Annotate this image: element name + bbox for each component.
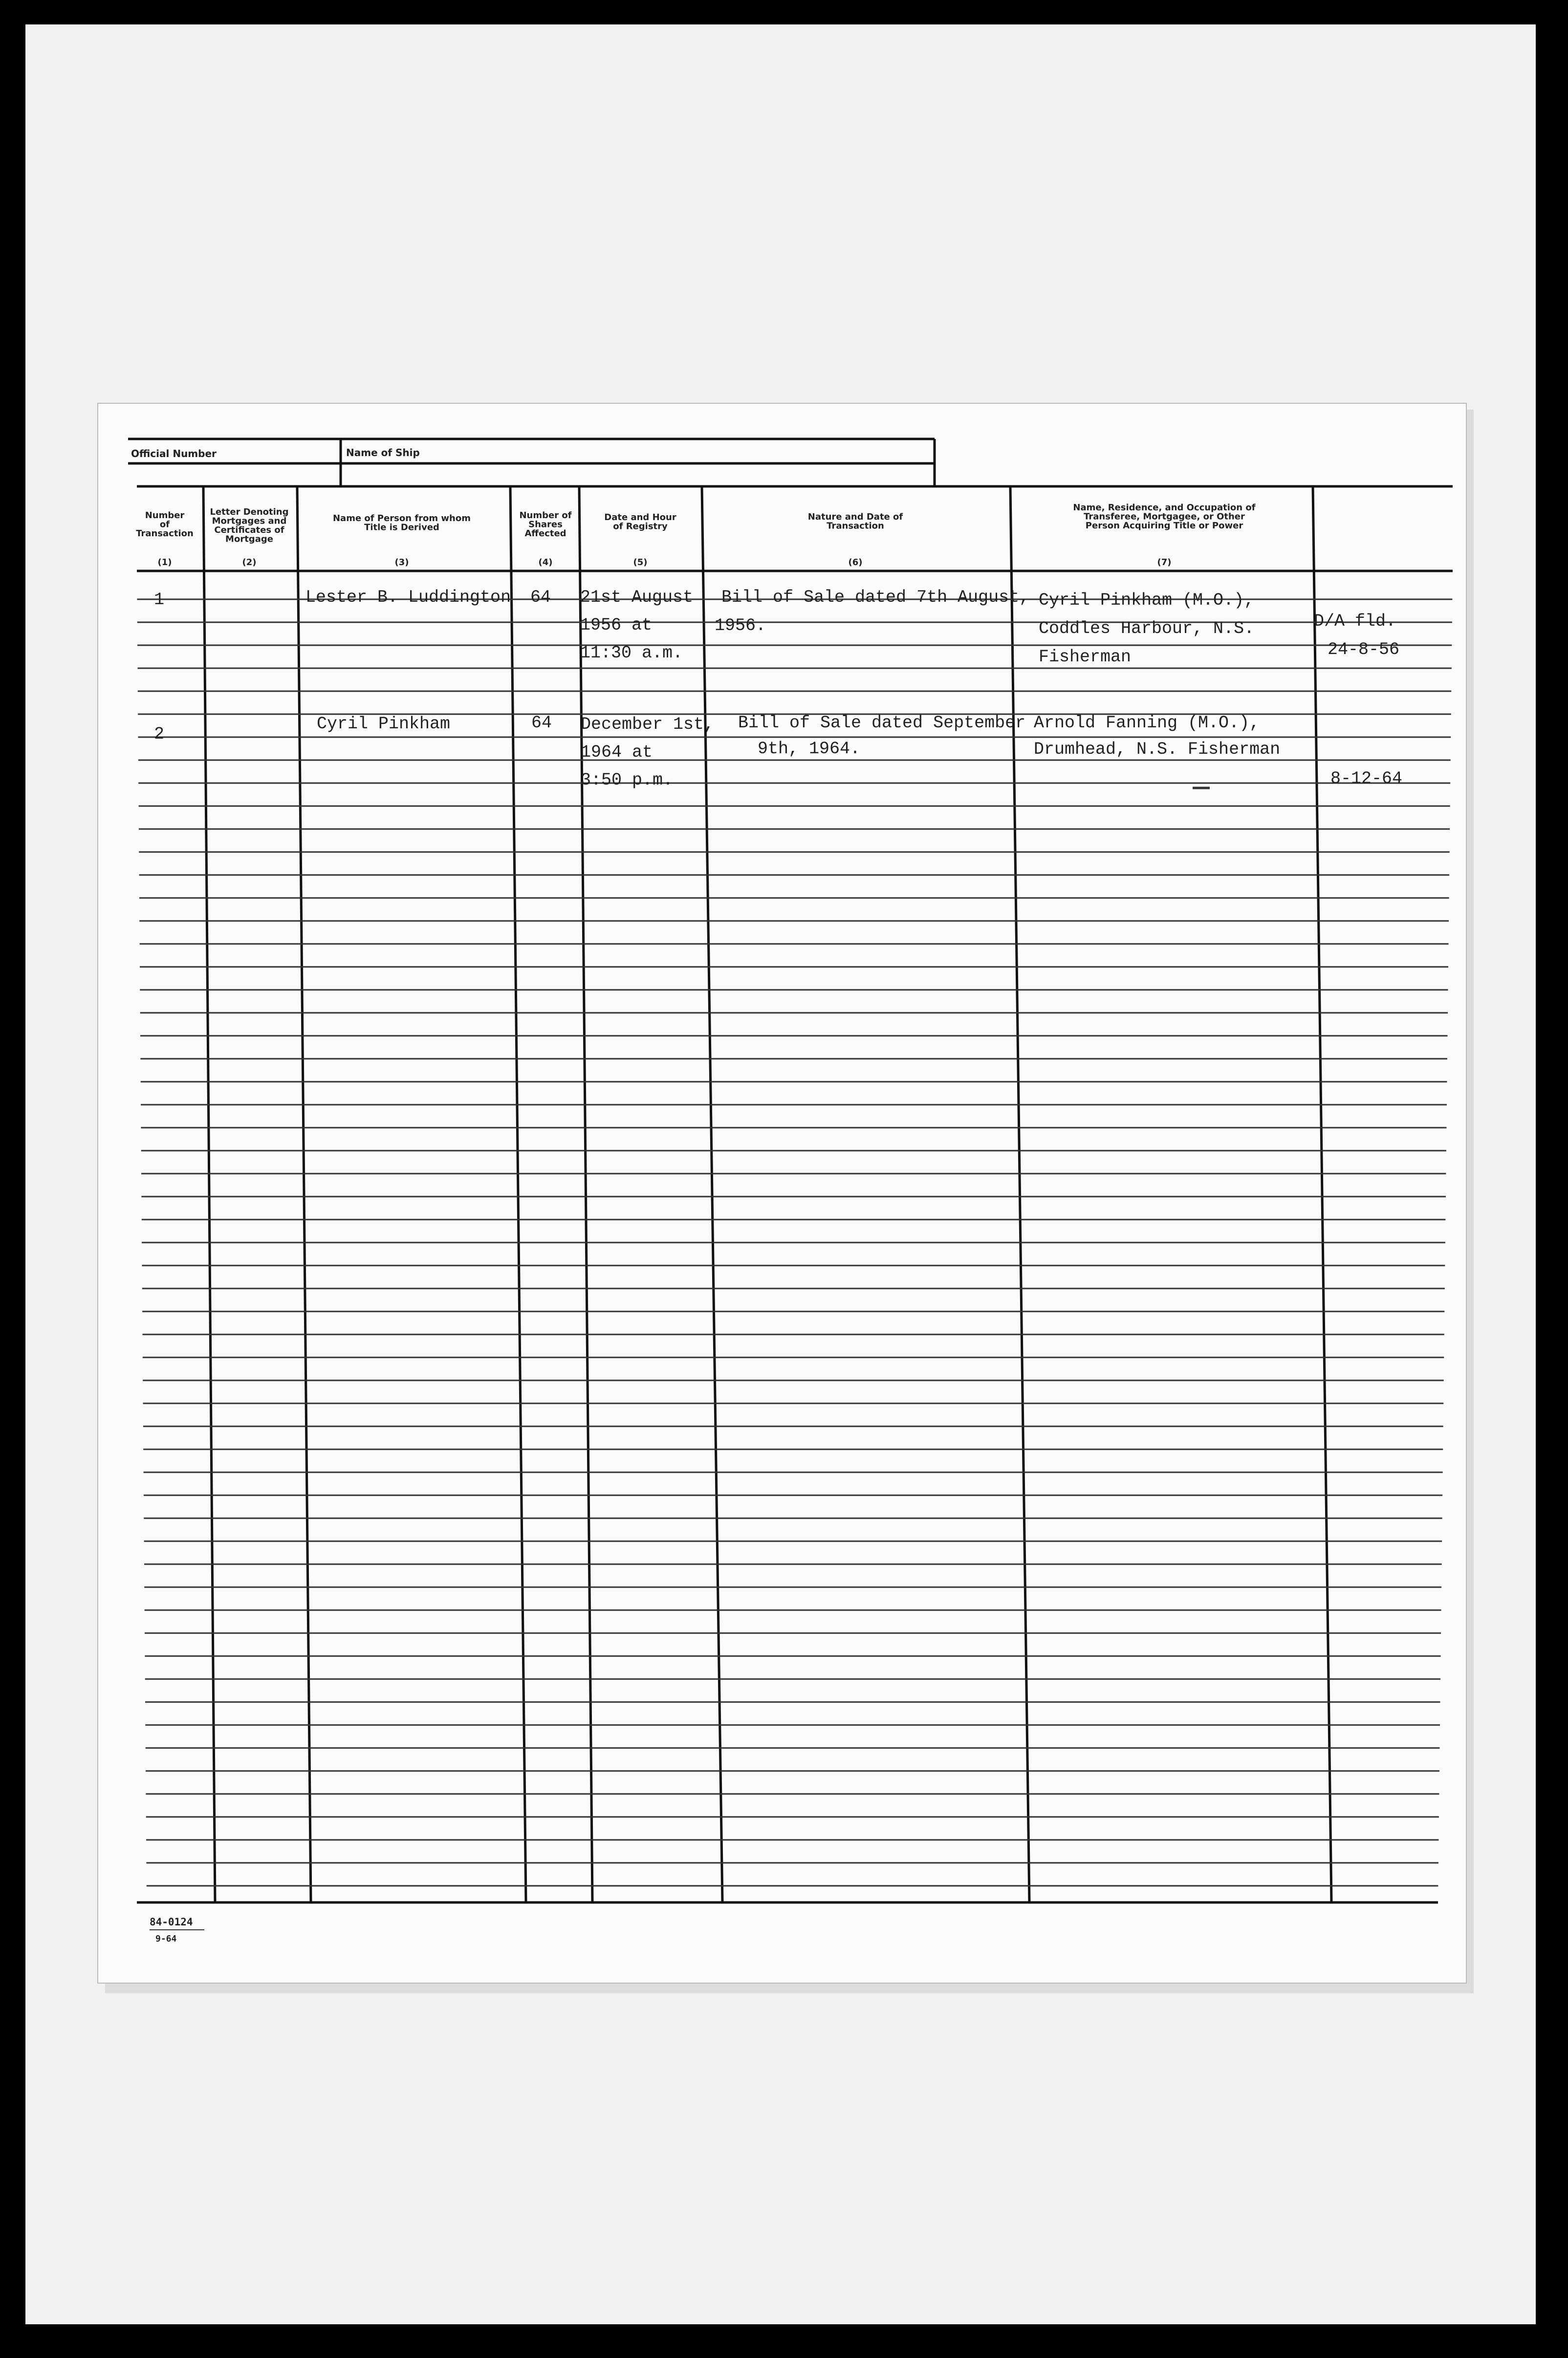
column-header-title: of: [159, 519, 170, 530]
official-number-label: Official Number: [131, 448, 217, 459]
column-header-title: Transferee, Mortgagee, or Other: [1084, 511, 1245, 522]
column-header-title: Mortgage: [225, 534, 273, 545]
transaction-number: 2: [154, 724, 165, 744]
column-number: (1): [157, 557, 172, 568]
column-header-title: Name, Residence, and Occupation of: [1073, 502, 1256, 513]
column-header-title: Title is Derived: [364, 522, 439, 533]
remarks-line: 8-12-64: [1330, 769, 1403, 788]
acquirer-line: Cyril Pinkham (M.O.),: [1039, 590, 1255, 610]
form-date: 9-64: [155, 1934, 177, 1944]
shares-affected: 64: [531, 713, 552, 733]
transaction-nature-line: Bill of Sale dated 7th August,: [721, 588, 1030, 607]
column-header-title: Mortgages and: [212, 516, 287, 526]
column-number: (4): [538, 557, 553, 568]
registry-date-line: 1964 at: [581, 742, 653, 762]
column-header-title: Number: [145, 510, 185, 521]
column-header-title: Affected: [524, 528, 566, 539]
transaction-nature-line: 9th, 1964.: [758, 739, 861, 759]
ship-name-label: Name of Ship: [346, 447, 420, 458]
transaction-nature-line: Bill of Sale dated September: [738, 713, 1026, 733]
registry-date-line: 21st August: [580, 588, 694, 607]
acquirer-line: Coddles Harbour, N.S.: [1039, 619, 1255, 638]
column-header-title: Date and Hour: [604, 512, 676, 523]
column-header-title: Number of: [519, 510, 572, 521]
column-number: (5): [633, 557, 648, 568]
column-header-title: Person Acquiring Title or Power: [1085, 521, 1243, 531]
shares-affected: 64: [530, 588, 551, 607]
column-header-title: Shares: [528, 519, 563, 530]
acquirer-line: Fisherman: [1039, 647, 1132, 667]
registry-date-line: 1956 at: [580, 615, 653, 635]
acquirer-line: Arnold Fanning (M.O.),: [1034, 713, 1260, 733]
remarks-line: 24-8-56: [1328, 640, 1400, 659]
column-header-title: Nature and Date of: [807, 512, 903, 522]
registry-date-line: 11:30 a.m.: [580, 643, 683, 663]
column-header-title: of Registry: [613, 521, 668, 532]
column-number: (7): [1157, 557, 1172, 568]
remarks-line: D/A fld.: [1314, 611, 1396, 631]
form-number: 84-0124: [150, 1916, 193, 1928]
column-number: (2): [242, 557, 257, 568]
column-number: (6): [848, 557, 863, 568]
transaction-number: 1: [154, 590, 165, 610]
column-header-title: Transaction: [136, 528, 194, 539]
title-from-person: Cyril Pinkham: [317, 714, 451, 734]
column-header-title: Name of Person from whom: [332, 513, 471, 524]
column-header-title: Transaction: [827, 521, 884, 531]
registry-date-line: December 1st,: [581, 715, 715, 734]
column-header-title: Letter Denoting: [210, 507, 289, 517]
column-number: (3): [394, 557, 409, 568]
registry-date-line: 3:50 p.m.: [581, 770, 674, 790]
title-from-person: Lester B. Luddington: [305, 588, 511, 607]
transaction-nature-line: 1956.: [715, 616, 766, 635]
acquirer-line: Drumhead, N.S. Fisherman: [1034, 740, 1281, 759]
column-header-title: Certificates of: [214, 525, 284, 535]
